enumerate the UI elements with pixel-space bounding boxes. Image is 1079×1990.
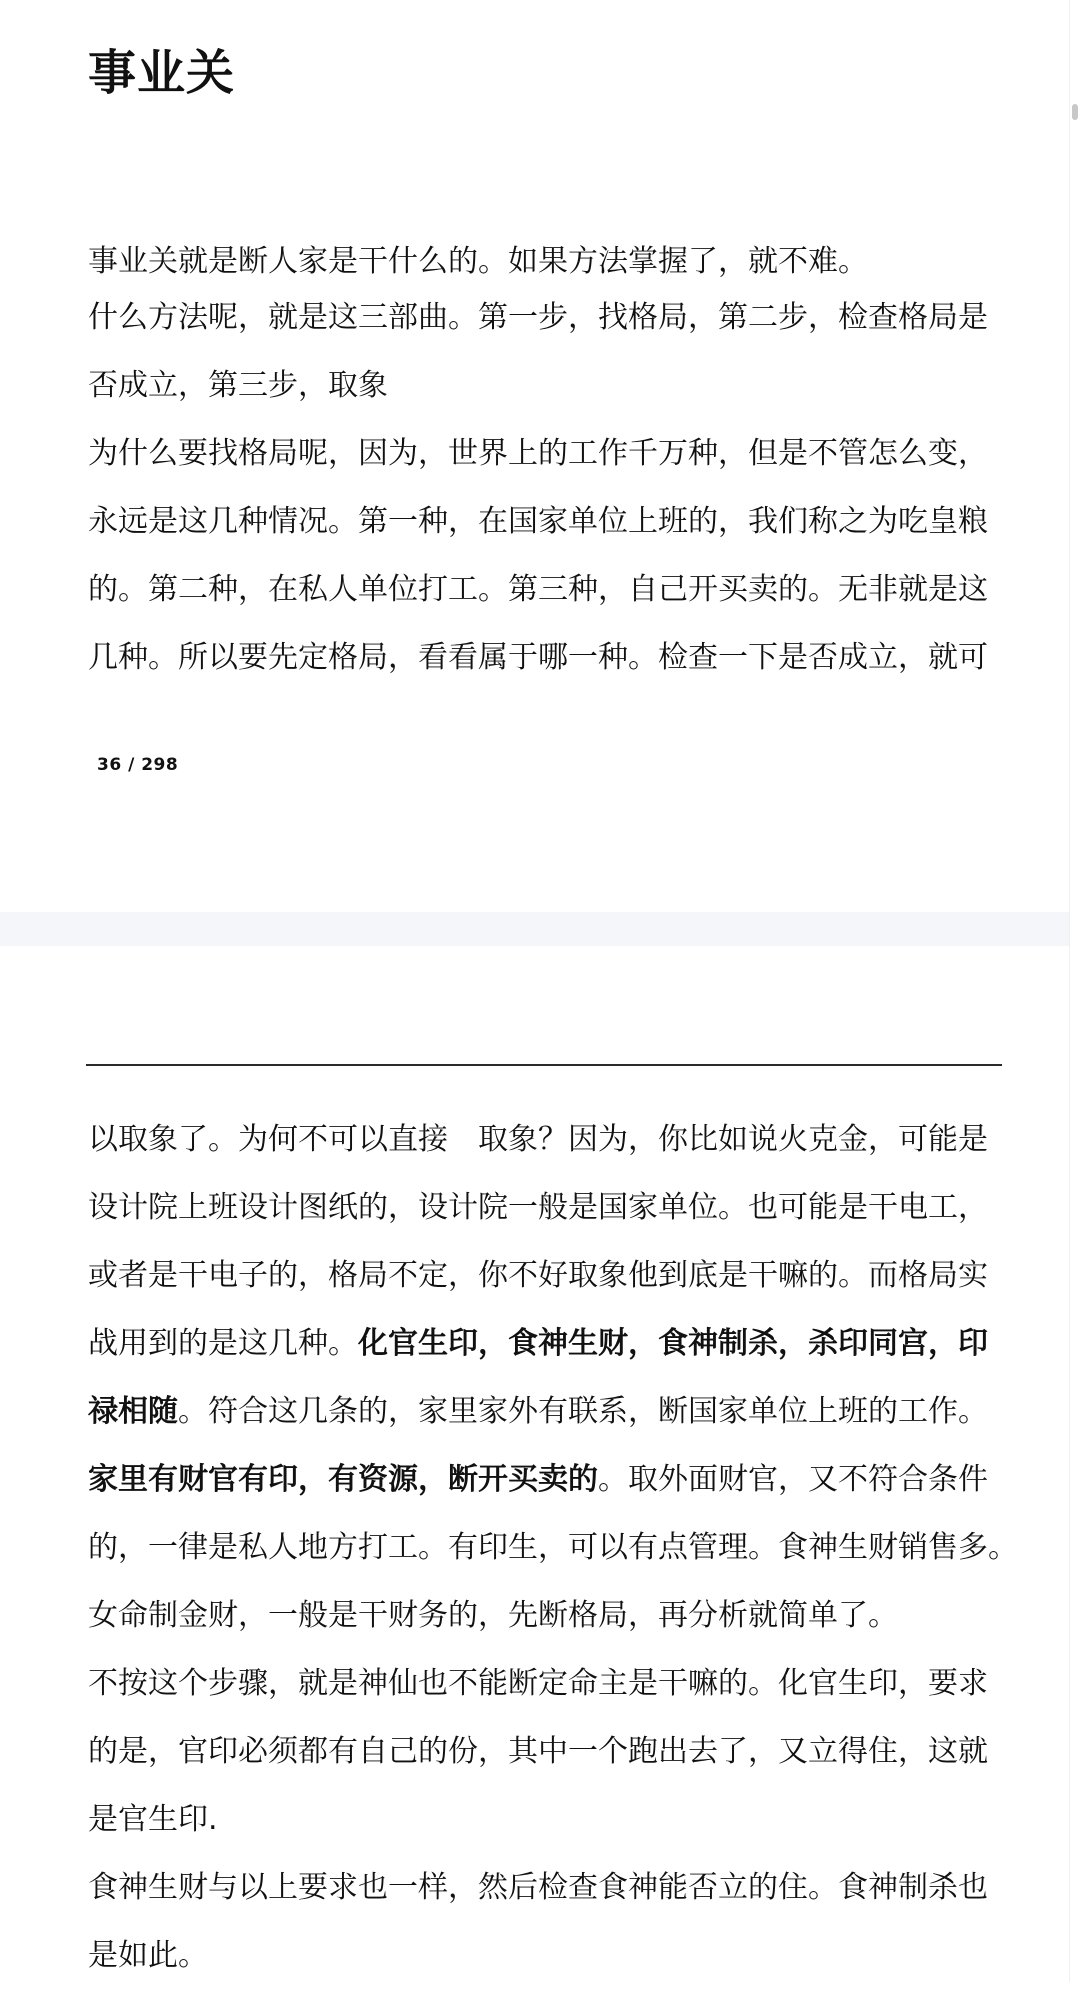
chapter-title: 事业关 xyxy=(88,45,236,101)
text-bold: 化官生印，食神生财，食神制杀，杀印同宫，印 xyxy=(358,1326,988,1361)
text-line: 的，一律是私人地方打工。有印生，可以有点管理。食神生财销售多。 xyxy=(88,1530,1018,1565)
text-line: 的是，官印必须都有自己的份，其中一个跑出去了，又立得住，这就 xyxy=(88,1734,988,1769)
text-plain: 。取外面财官，又不符合条件 xyxy=(598,1462,988,1497)
text-plain: 。符合这几条的，家里家外有联系，断国家单位上班的工作。 xyxy=(178,1394,988,1429)
text-line: 以取象了。为何不可以直接 取象？因为，你比如说火克金，可能是 xyxy=(88,1122,988,1157)
text-bold: 禄相随 xyxy=(88,1394,178,1429)
text-line: 或者是干电子的，格局不定，你不好取象他到底是干嘛的。而格局实 xyxy=(88,1258,988,1293)
divider-line xyxy=(86,1064,1002,1066)
text-line: 事业关就是断人家是干什么的。如果方法掌握了，就不难。 xyxy=(88,244,868,279)
text-line: 是官生印. xyxy=(88,1802,218,1837)
page-number: 36 / 298 xyxy=(97,755,179,775)
text-line: 的。第二种，在私人单位打工。第三种，自己开买卖的。无非就是这 xyxy=(88,572,988,607)
text-line: 女命制金财，一般是干财务的，先断格局，再分析就简单了。 xyxy=(88,1598,898,1633)
text-line: 食神生财与以上要求也一样，然后检查食神能否立的住。食神制杀也 xyxy=(88,1870,988,1905)
page-text xyxy=(88,1106,1018,1990)
document-page xyxy=(0,0,1070,912)
text-line: 不按这个步骤，就是神仙也不能断定命主是干嘛的。化官生印，要求 xyxy=(88,1666,988,1701)
text-line: 几种。所以要先定格局，看看属于哪一种。检查一下是否成立，就可 xyxy=(88,640,988,675)
text-line xyxy=(88,1378,1008,1446)
text-line: 永远是这几种情况。第一种，在国家单位上班的，我们称之为吃皇粮 xyxy=(88,504,988,539)
text-line: 否成立，第三步，取象 xyxy=(88,368,388,403)
text-line: 什么方法呢，就是这三部曲。第一步，找格局，第二步，检查格局是 xyxy=(88,300,988,335)
scrollbar-thumb[interactable] xyxy=(1072,104,1078,120)
text-line: 设计院上班设计图纸的，设计院一般是国家单位。也可能是干电工， xyxy=(88,1190,988,1225)
page-text xyxy=(88,228,1008,692)
page-separator xyxy=(0,912,1070,946)
text-line xyxy=(88,1310,1008,1378)
text-line: 是如此。 xyxy=(88,1938,208,1973)
text-line xyxy=(88,1446,1008,1514)
text-plain: 战用到的是这几种。 xyxy=(88,1326,358,1361)
text-line: 为什么要找格局呢，因为，世界上的工作千万种，但是不管怎么变， xyxy=(88,436,988,471)
text-bold: 家里有财官有印，有资源，断开买卖的 xyxy=(88,1462,598,1497)
vertical-scrollbar[interactable] xyxy=(1069,0,1079,1982)
